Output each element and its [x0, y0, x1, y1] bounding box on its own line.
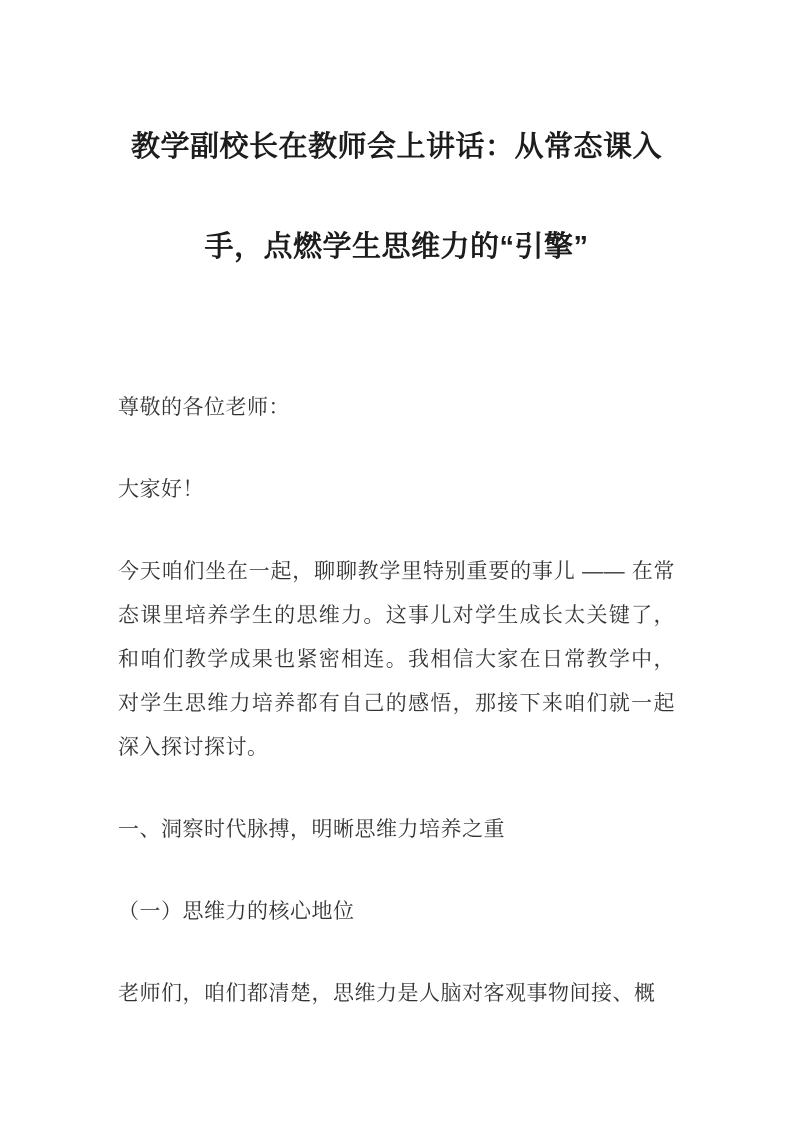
- subsection-heading-1-1: （一）思维力的核心地位: [118, 900, 355, 923]
- greeting-paragraph: 大家好！: [118, 478, 204, 501]
- intro-paragraph: 今天咱们坐在一起，聊聊教学里特别重要的事儿 —— 在常态课里培养学生的思维力。这事儿对学生成长太关键了，和咱们教学成果也紧密相连。我相信大家在日常教学中，对学生思维力培养都有自己的感悟，那接下来咱们就一起深入探讨探讨。: [118, 560, 675, 759]
- body-paragraph-truncated: 老师们，咱们都清楚，思维力是人脑对客观事物间接、概: [118, 982, 656, 1005]
- salutation-paragraph: 尊敬的各位老师：: [118, 396, 290, 419]
- section-heading-1: 一、洞察时代脉搏，明晰思维力培养之重: [118, 818, 505, 841]
- document-title: 教学副校长在教师会上讲话：从常态课入手，点燃学生思维力的“引擎”: [130, 131, 662, 263]
